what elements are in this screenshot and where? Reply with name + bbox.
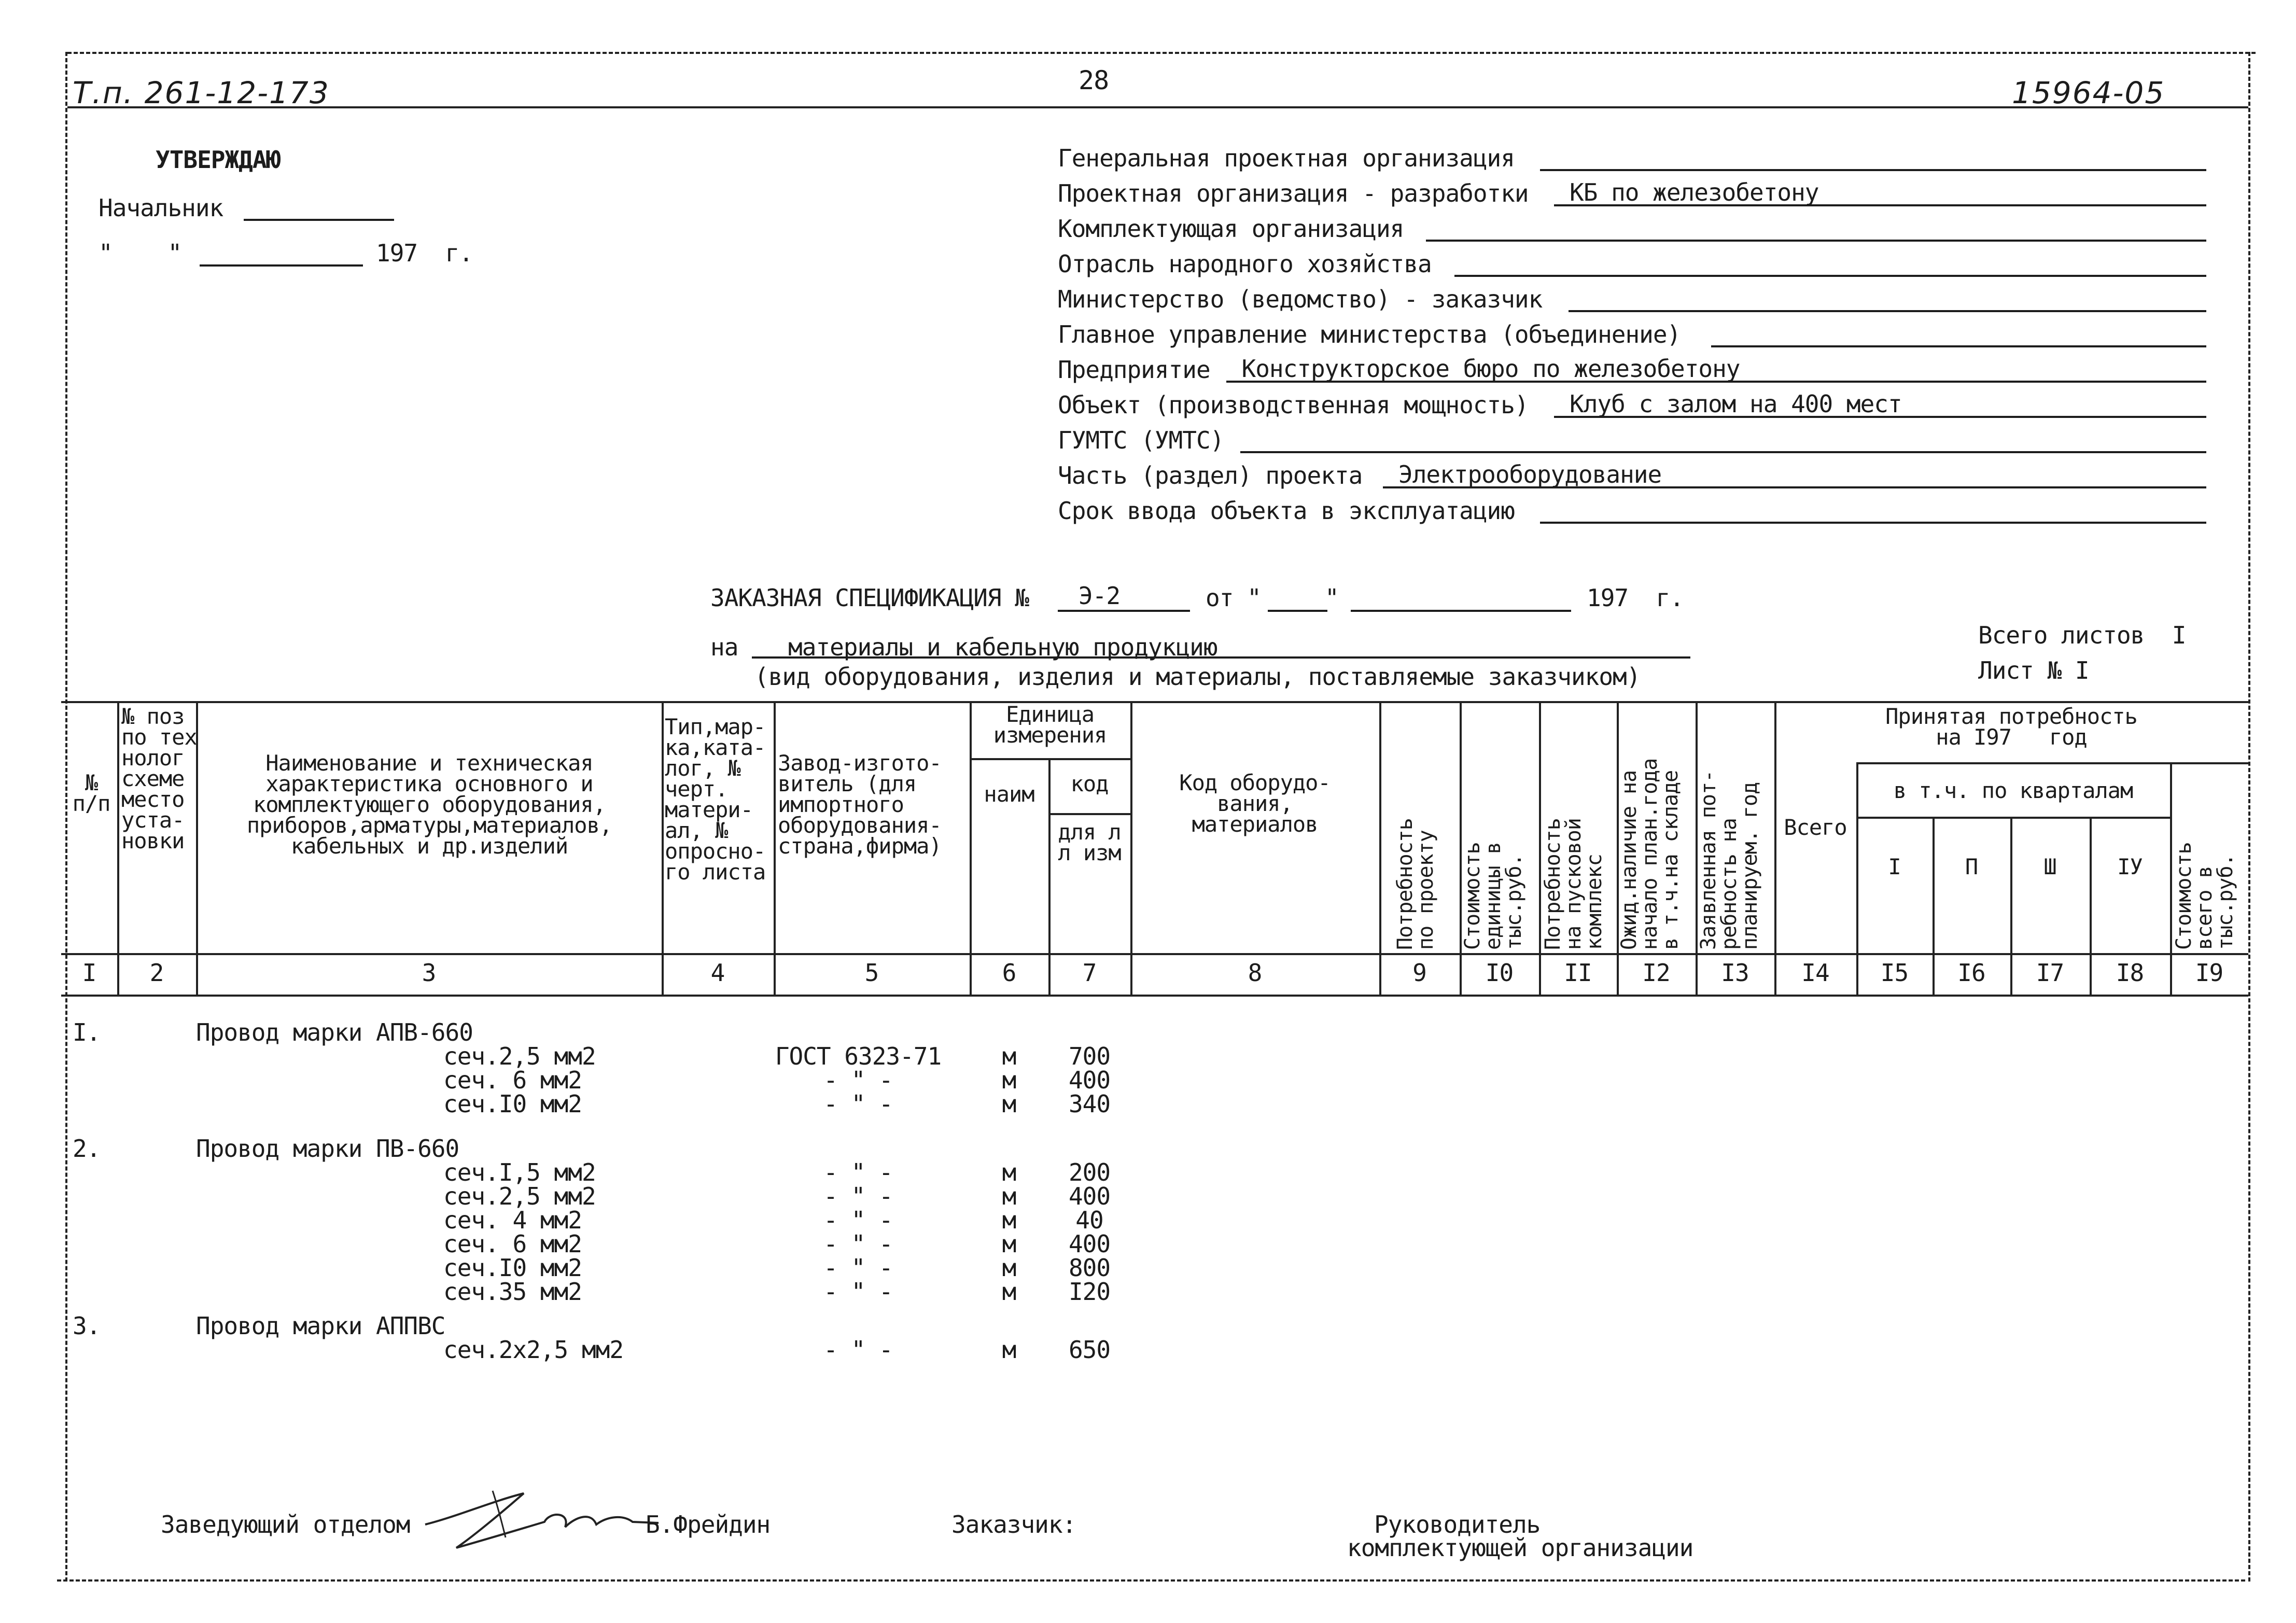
item-unit: м — [1002, 1230, 1016, 1258]
item-unit: м — [1002, 1158, 1016, 1186]
spec-quote-close: " — [1325, 584, 1339, 612]
item-quantity: I20 — [1068, 1278, 1111, 1306]
supervisor-title-line2: комплектующей организации — [1347, 1534, 1693, 1562]
spec-from-label: от " — [1206, 584, 1261, 612]
item-spec: сеч. 6 мм2 — [443, 1230, 582, 1258]
item-unit: м — [1002, 1042, 1016, 1070]
org-field-value: Электрооборудование — [1398, 460, 1662, 488]
header-col-2: № поз по тех нолог схеме место уста- новки — [121, 704, 197, 854]
col-rule-4 — [774, 701, 776, 995]
header-quarters-label: в т.ч. по кварталам — [1893, 778, 2133, 803]
org-field-line — [1540, 169, 2207, 171]
header-col-7-bottom: для л л изм — [1058, 819, 1121, 865]
org-field-label: ГУМТС (УМТС) — [1058, 426, 1224, 454]
org-field-label: Комплектующая организация — [1058, 215, 1404, 243]
item-spec: сеч. 4 мм2 — [443, 1206, 582, 1234]
header-col-6: наим — [984, 781, 1034, 807]
column-number: I3 — [1721, 959, 1749, 987]
header-col-9: Потребность по проекту — [1393, 818, 1438, 950]
column-number: 6 — [1002, 959, 1016, 987]
column-number: I0 — [1485, 959, 1514, 987]
spec-number-line — [1058, 610, 1190, 612]
approval-year: 197 г. — [376, 239, 473, 267]
org-field-line — [1569, 310, 2207, 312]
spec-day-line — [1268, 610, 1327, 612]
head-of-department-label: Заведующий отделом — [161, 1510, 410, 1538]
left-border — [65, 52, 67, 1582]
item-number: 2. — [73, 1135, 101, 1163]
spec-subject: материалы и кабельную продукцию — [788, 633, 1217, 661]
item-factory: - " - — [823, 1254, 893, 1282]
header-accepted-group: Принятая потребность на I97 год — [1885, 704, 2137, 750]
approval-date-quotes: " " — [99, 239, 182, 267]
top-border — [67, 52, 2256, 54]
column-number: 4 — [710, 959, 725, 987]
item-quantity: 340 — [1068, 1090, 1111, 1118]
customer-label: Заказчик: — [951, 1510, 1076, 1538]
item-spec: сеч.2,5 мм2 — [443, 1182, 596, 1210]
item-quantity: 400 — [1068, 1182, 1111, 1210]
header-col-1: № п/п — [72, 770, 110, 816]
column-number: I9 — [2195, 959, 2223, 987]
item-factory: - " - — [823, 1336, 893, 1364]
head-of-department-name: Б.Фрейдин — [646, 1510, 771, 1538]
spec-month-line — [1351, 610, 1571, 612]
spec-year: 197 г. — [1587, 584, 1684, 612]
column-number: I7 — [2036, 959, 2064, 987]
item-unit: м — [1002, 1206, 1016, 1234]
spec-subject-line — [752, 656, 1690, 659]
org-field-value: Конструкторское бюро по железобетону — [1241, 355, 1740, 383]
org-field-line — [1426, 240, 2207, 242]
org-field-label: Отрасль народного хозяйства — [1058, 250, 1432, 278]
supervisor-title-line1: Руководитель — [1374, 1510, 1541, 1538]
accepted-group-rule — [1856, 762, 2248, 764]
total-sheets: Всего листов I — [1978, 621, 2186, 649]
item-spec: сеч.I0 мм2 — [443, 1090, 582, 1118]
org-field-value: Клуб с залом на 400 мест — [1570, 390, 1902, 418]
column-number: 2 — [149, 959, 164, 987]
org-field-label: Часть (раздел) проекта — [1058, 461, 1363, 489]
right-border — [2248, 52, 2250, 1582]
spec-title: ЗАКАЗНАЯ СПЕЦИФИКАЦИЯ № — [710, 584, 1029, 612]
bottom-border — [57, 1579, 2245, 1582]
page-number: 28 — [1079, 65, 1109, 95]
item-unit: м — [1002, 1278, 1016, 1306]
header-unit-group: Единица измерения — [993, 702, 1107, 748]
col-rule-8 — [1379, 701, 1381, 995]
document-code-left: Т.п. 261-12-173 — [73, 75, 330, 110]
org-field-line — [1711, 345, 2207, 347]
org-field-label: Генеральная проектная организация — [1058, 144, 1515, 172]
col-rule-3 — [662, 701, 664, 995]
table-top-rule — [61, 701, 2248, 703]
header-col-12: Ожид.наличие на начало план.года в т.ч.на складе — [1617, 758, 1683, 950]
header-col-16: П — [1965, 854, 1978, 879]
column-number: 7 — [1082, 959, 1097, 987]
item-factory: - " - — [823, 1182, 893, 1210]
item-quantity: 800 — [1068, 1254, 1111, 1282]
approval-title: УТВЕРЖДАЮ — [156, 146, 281, 174]
item-factory: - " - — [823, 1230, 893, 1258]
spec-on-label: на — [710, 633, 738, 661]
column-number: I8 — [2116, 959, 2144, 987]
header-col-13: Заявленная пот- ребность на планируем. год — [1697, 770, 1762, 950]
column-number: 8 — [1248, 959, 1262, 987]
spec-subject-caption: (вид оборудования, изделия и материалы, поставляемые заказчиком) — [754, 663, 1641, 691]
org-field-label: Объект (производственная мощность) — [1058, 391, 1529, 419]
item-unit: м — [1002, 1182, 1016, 1210]
item-factory: - " - — [823, 1158, 893, 1186]
header-col-19: Стоимость всего в тыс.руб. — [2172, 842, 2237, 950]
item-quantity: 40 — [1075, 1206, 1103, 1234]
item-quantity: 650 — [1068, 1336, 1111, 1364]
item-quantity: 700 — [1068, 1042, 1111, 1070]
item-spec: сеч.35 мм2 — [443, 1278, 582, 1306]
item-spec: сеч.2х2,5 мм2 — [443, 1336, 624, 1364]
item-number: 3. — [73, 1312, 101, 1340]
item-quantity: 200 — [1068, 1158, 1111, 1186]
spec-number: Э-2 — [1079, 582, 1121, 610]
org-field-value: КБ по железобетону — [1570, 178, 1819, 206]
column-number: I5 — [1880, 959, 1909, 987]
col-rule-7 — [1130, 701, 1132, 995]
numbers-bottom-rule — [61, 995, 2248, 997]
item-unit: м — [1002, 1336, 1016, 1364]
org-field-line — [1454, 275, 2207, 277]
header-col-14: Всего — [1784, 815, 1847, 840]
header-col-17: Ш — [2043, 854, 2056, 879]
column-number: I4 — [1801, 959, 1829, 987]
chief-signature-line — [244, 219, 394, 221]
signature-scribble — [415, 1480, 664, 1558]
org-field-label: Главное управление министерства (объединение) — [1058, 320, 1681, 348]
col-rule-1 — [117, 701, 119, 995]
document-code-right: 15964-05 — [2012, 75, 2165, 110]
quarters-rule — [1856, 817, 2170, 819]
item-unit: м — [1002, 1254, 1016, 1282]
sheet-number: Лист № I — [1978, 656, 2089, 684]
item-spec: сеч.I0 мм2 — [443, 1254, 582, 1282]
header-col-3: Наименование и техническая характеристика основного и комплектующего оборудования, приборов,арматуры,материалов, кабельных и др.изделий — [246, 750, 612, 859]
code-sub-rule — [1048, 813, 1130, 815]
item-unit: м — [1002, 1066, 1016, 1094]
item-factory: - " - — [823, 1278, 893, 1306]
column-number: I2 — [1642, 959, 1670, 987]
header-col-10: Стоимость единицы в тыс.руб. — [1461, 842, 1526, 950]
column-number: 3 — [422, 959, 436, 987]
item-title: Провод марки АППВС — [196, 1312, 445, 1340]
item-factory: - " - — [823, 1206, 893, 1234]
header-col-5: Завод-изгото- витель (для импортного оборудования- страна,фирма) — [778, 750, 942, 859]
item-quantity: 400 — [1068, 1066, 1111, 1094]
column-number: 9 — [1412, 959, 1426, 987]
header-col-7-top: код — [1070, 771, 1109, 796]
item-title: Провод марки ПВ-660 — [196, 1135, 459, 1163]
item-quantity: 400 — [1068, 1230, 1111, 1258]
column-number: I — [82, 959, 96, 987]
stamp-rule — [67, 106, 2248, 108]
org-field-label: Срок ввода объекта в эксплуатацию — [1058, 497, 1515, 525]
item-spec: сеч.2,5 мм2 — [443, 1042, 596, 1070]
item-factory: - " - — [823, 1090, 893, 1118]
item-factory: - " - — [823, 1066, 893, 1094]
column-number: 5 — [864, 959, 879, 987]
org-field-label: Проектная организация - разработки — [1058, 179, 1529, 207]
header-col-4: Тип,мар- ка,ката- лог, № черт. матери- ал, № опросно- го листа — [665, 714, 766, 885]
org-field-line — [1240, 451, 2206, 453]
column-number: II — [1564, 959, 1592, 987]
item-spec: сеч. 6 мм2 — [443, 1066, 582, 1094]
column-number: I6 — [1957, 959, 1985, 987]
header-bottom-rule — [61, 953, 2248, 955]
org-field-label: Предприятие — [1058, 356, 1210, 384]
header-col-18: IУ — [2117, 854, 2143, 879]
header-col-11: Потребность на пусковой комплекс — [1541, 818, 1606, 950]
item-spec: сеч.I,5 мм2 — [443, 1158, 596, 1186]
approval-date-line — [200, 264, 363, 267]
item-number: I. — [73, 1018, 101, 1046]
item-factory: ГОСТ 6323-71 — [775, 1042, 942, 1070]
chief-label: Начальник — [99, 194, 223, 222]
org-field-line — [1540, 522, 2207, 524]
header-col-8: Код оборудо- вания, материалов — [1179, 770, 1331, 837]
item-title: Провод марки АПВ-660 — [196, 1018, 473, 1046]
item-unit: м — [1002, 1090, 1016, 1118]
header-col-15: I — [1888, 854, 1901, 879]
org-field-label: Министерство (ведомство) - заказчик — [1058, 285, 1543, 313]
